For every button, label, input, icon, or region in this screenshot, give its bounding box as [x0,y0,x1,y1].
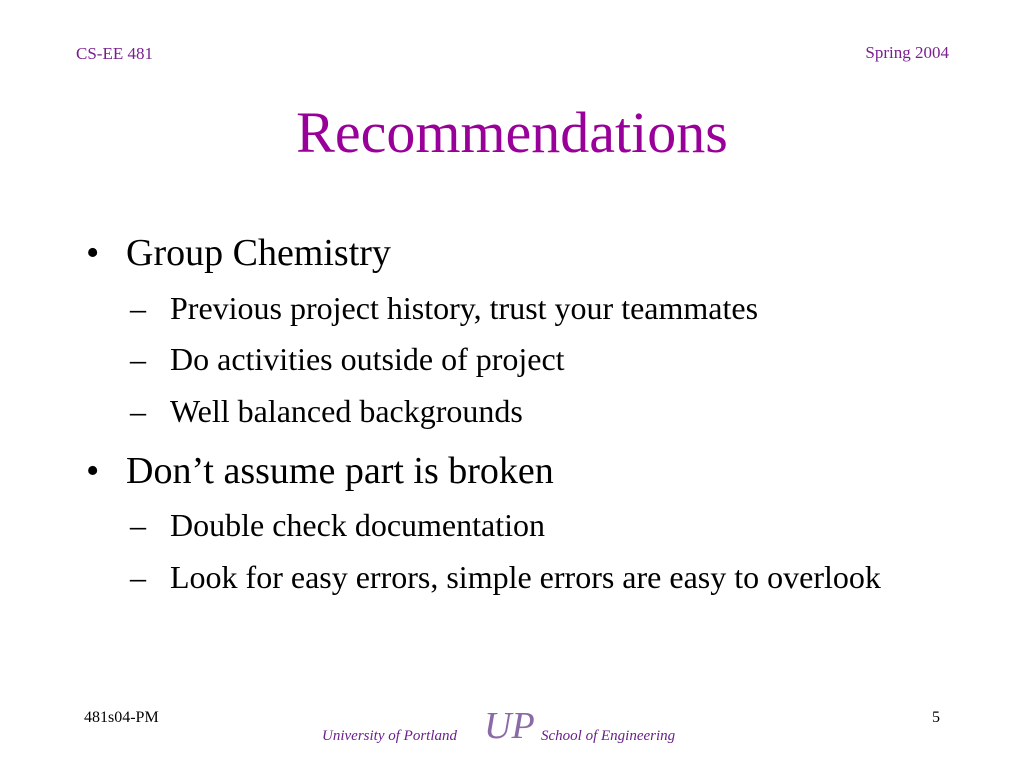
bullet-marker: • [86,450,100,492]
sub-bullet-marker: – [130,341,146,377]
course-label: CS-EE 481 [76,44,153,63]
sub-bullet-marker: – [130,507,146,543]
sub-bullet-text: Well balanced backgrounds [170,393,523,429]
sub-bullet-marker: – [130,393,146,429]
sub-bullet-text: Double check documentation [170,507,545,543]
bullet-text: Don’t assume part is broken [126,450,554,492]
sub-bullet-text: Previous project history, trust your teammates [170,290,759,326]
footer-label: 481s04-PM [84,709,159,726]
university-name: University of Portland [322,728,457,744]
page-number: 5 [932,709,940,726]
bullet-text: Group Chemistry [126,232,391,274]
term-label: Spring 2004 [865,43,949,62]
school-name: School of Engineering [541,728,676,744]
up-logo-mark: UP [484,705,535,747]
sub-bullet-text: Do activities outside of project [170,341,565,377]
bullet-marker: • [86,232,100,274]
sub-bullet-marker: – [130,290,146,326]
slide-title: Recommendations [296,100,728,165]
sub-bullet-text: Look for easy errors, simple errors are easy to overlook [170,559,881,595]
sub-bullet-marker: – [130,559,146,595]
up-logo-icon [482,700,538,752]
